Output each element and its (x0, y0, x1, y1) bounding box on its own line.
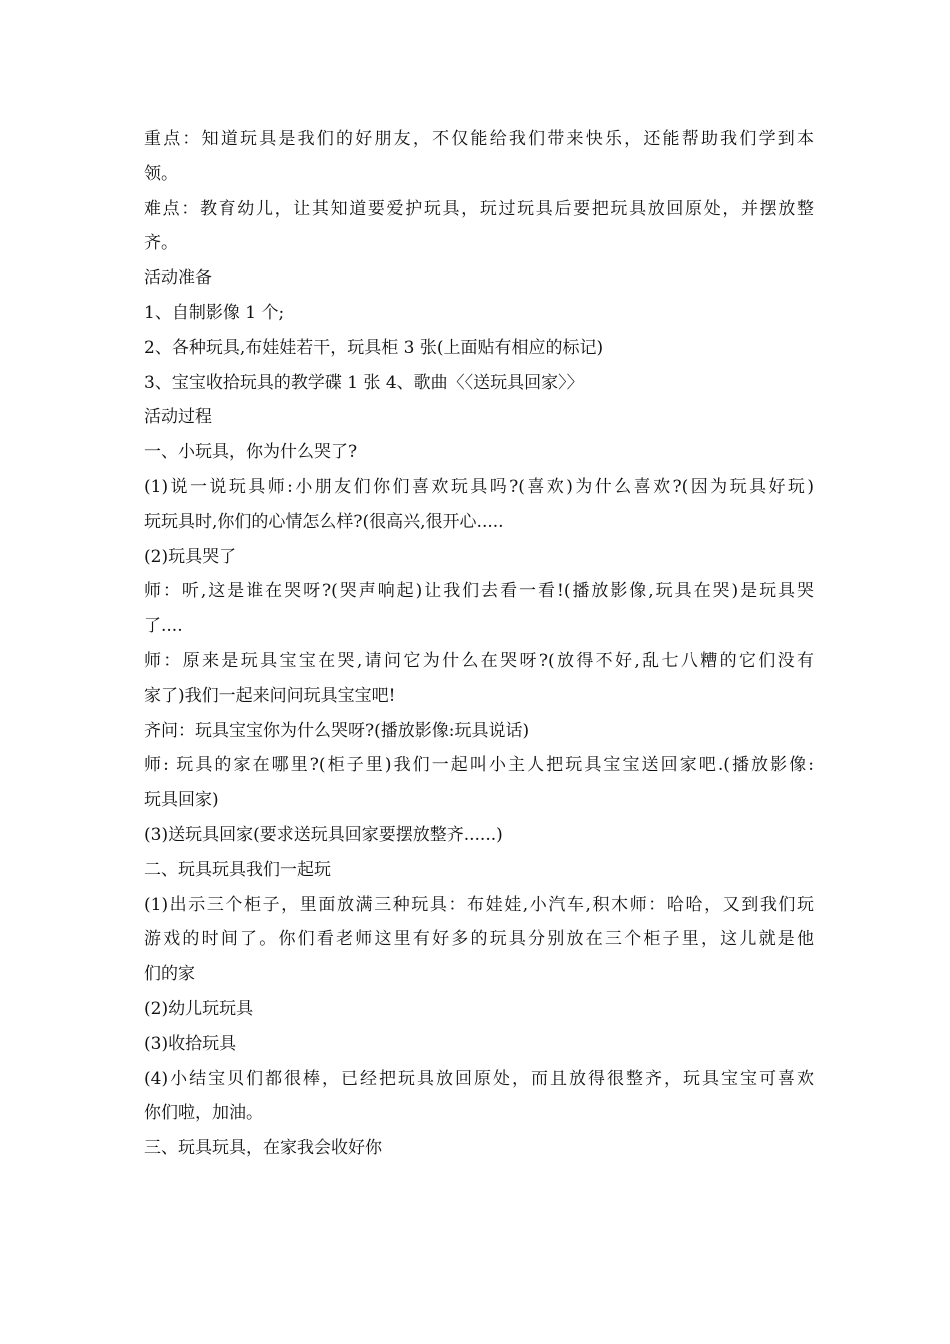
paragraph-line: 领。 (144, 163, 178, 184)
paragraph-line: 一、小玩具，你为什么哭了? (144, 442, 358, 463)
paragraph-line: (2)玩具哭了 (144, 546, 237, 567)
paragraph-line: 2、各种玩具,布娃娃若干，玩具柜 3 张(上面贴有相应的标记) (144, 337, 604, 358)
paragraph-line: 玩具回家) (144, 790, 219, 811)
paragraph-line: 重点：知道玩具是我们的好朋友，不仅能给我们带来快乐，还能帮助我们学到本 (144, 129, 814, 149)
paragraph-line: 齐问：玩具宝宝你为什么哭呀?(播放影像:玩具说话) (144, 720, 530, 741)
paragraph-line: 二、玩具玩具我们一起玩 (144, 859, 331, 880)
paragraph-line: 游戏的时间了。你们看老师这里有好多的玩具分别放在三个柜子里，这儿就是他 (144, 929, 814, 950)
paragraph-line: 师：原来是玩具宝宝在哭,请问它为什么在哭呀?(放得不好,乱七八糟的它们没有 (144, 650, 814, 671)
paragraph-line: 玩玩具时,你们的心情怎么样?(很高兴,很开心..... (144, 511, 504, 532)
paragraph-line: 活动过程 (144, 407, 212, 428)
paragraph-line: (1)说一说玩具师:小朋友们你们喜欢玩具吗?(喜欢)为什么喜欢?(因为玩具好玩) (144, 476, 814, 497)
paragraph-line: 活动准备 (144, 268, 212, 289)
paragraph-line: (1)出示三个柜子，里面放满三种玩具：布娃娃,小汽车,积木师：哈哈，又到我们玩 (144, 894, 814, 915)
paragraph-line: (3)送玩具回家(要求送玩具回家要摆放整齐......) (144, 824, 503, 845)
paragraph-line: (4)小结宝贝们都很棒，已经把玩具放回原处，而且放得很整齐，玩具宝宝可喜欢 (144, 1068, 814, 1089)
paragraph-line: (2)幼儿玩玩具 (144, 998, 254, 1019)
paragraph-line: 你们啦，加油。 (144, 1103, 263, 1124)
paragraph-line: 3、宝宝收拾玩具的教学碟 1 张 4、歌曲〈〈送玩具回家〉〉 (144, 372, 584, 393)
paragraph-line: 师：听,这是谁在哭呀?(哭声响起)让我们去看一看!(播放影像,玩具在哭)是玩具哭 (144, 581, 814, 602)
paragraph-line: 难点：教育幼儿，让其知道要爱护玩具，玩过玩具后要把玩具放回原处，并摆放整 (144, 198, 814, 219)
paragraph-line: 家了)我们一起来问问玩具宝宝吧! (144, 685, 396, 706)
paragraph-line: 们的家 (144, 964, 195, 985)
paragraph-line: 1、自制影像 1 个; (144, 302, 285, 323)
document-body (144, 122, 814, 1166)
paragraph-line: (3)收拾玩具 (144, 1033, 237, 1054)
paragraph-line: 师: 玩具的家在哪里?(柜子里)我们一起叫小主人把玩具宝宝送回家吧.(播放影像: (144, 755, 814, 776)
paragraph-line: 三、玩具玩具，在家我会收好你 (144, 1138, 382, 1159)
paragraph-line: 齐。 (144, 233, 178, 254)
paragraph-line: 了.... (144, 616, 183, 637)
